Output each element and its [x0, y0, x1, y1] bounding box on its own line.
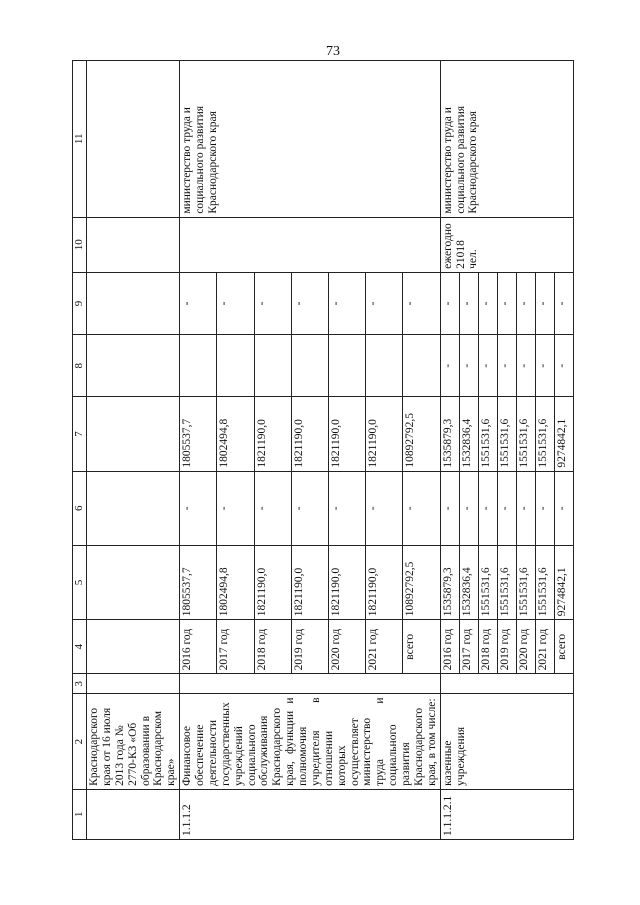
local-cell: -: [497, 335, 516, 397]
total-cell: 1535879,3: [440, 545, 459, 619]
executor-cell: министерство труда и социального развития Краснодарского края: [180, 61, 441, 218]
federal-cell: -: [291, 471, 328, 545]
total-cell: 1551531,6: [535, 545, 554, 619]
result-cell: ежегодно 21018 чел.: [440, 217, 573, 272]
total-cell: 10892792,5: [403, 545, 440, 619]
program-activities-table: [72, 60, 574, 840]
total-cell: 1551531,6: [478, 545, 497, 619]
year-cell: 2019 год: [497, 620, 516, 674]
item-number: 1.1.1.2: [180, 789, 441, 839]
federal-cell: -: [403, 471, 440, 545]
total-cell: 9274842,1: [554, 545, 573, 619]
regional-cell: 1802494,8: [217, 397, 254, 471]
item-name: казенные учреждения: [440, 694, 573, 789]
local-cell: [180, 335, 217, 397]
executor-cell: министерство труда и социального развития Краснодарского края: [440, 61, 573, 218]
local-cell: -: [554, 335, 573, 397]
other-cell: -: [328, 272, 365, 334]
federal-cell: -: [554, 471, 573, 545]
year-cell: 2017 год: [459, 620, 478, 674]
block-1-1-1-2: [180, 61, 441, 840]
year-cell: 2020 год: [328, 620, 365, 674]
other-cell: -: [291, 272, 328, 334]
federal-cell: -: [516, 471, 535, 545]
other-cell: -: [459, 272, 478, 334]
col-header-6: 6: [73, 471, 87, 545]
year-cell: 2018 год: [254, 620, 291, 674]
total-cell: 1551531,6: [516, 545, 535, 619]
total-cell: 1805537,7: [180, 545, 217, 619]
other-cell: -: [516, 272, 535, 334]
regional-cell: 1821190,0: [328, 397, 365, 471]
other-cell: -: [366, 272, 403, 334]
local-cell: [328, 335, 365, 397]
item-number: 1.1.1.2.1: [440, 789, 573, 839]
other-cell: -: [217, 272, 254, 334]
year-cell: 2018 год: [478, 620, 497, 674]
local-cell: -: [535, 335, 554, 397]
total-cell: 1821190,0: [254, 545, 291, 619]
local-cell: [291, 335, 328, 397]
regional-cell: 10892792,5: [403, 397, 440, 471]
table-row: [180, 61, 217, 840]
federal-cell: -: [180, 471, 217, 545]
other-cell: -: [478, 272, 497, 334]
total-cell: 1821190,0: [328, 545, 365, 619]
federal-cell: -: [254, 471, 291, 545]
local-cell: [403, 335, 440, 397]
regional-cell: 1535879,3: [440, 397, 459, 471]
other-cell: -: [440, 272, 459, 334]
total-cell: 1551531,6: [497, 545, 516, 619]
year-cell: всего: [403, 620, 440, 674]
col-header-2: 2: [73, 694, 87, 789]
regional-cell: 1532836,4: [459, 397, 478, 471]
rotated-table-container: [72, 60, 572, 840]
local-cell: [217, 335, 254, 397]
continuation-row: [87, 61, 180, 840]
block-1-1-1-2-1: [440, 61, 573, 840]
other-cell: -: [254, 272, 291, 334]
total-cell: 1802494,8: [217, 545, 254, 619]
year-cell: 2021 год: [535, 620, 554, 674]
local-cell: [254, 335, 291, 397]
col-header-9: 9: [73, 272, 87, 334]
federal-cell: -: [440, 471, 459, 545]
regional-cell: 1821190,0: [254, 397, 291, 471]
regional-cell: 1551531,6: [535, 397, 554, 471]
col-header-1: 1: [73, 789, 87, 839]
other-cell: -: [180, 272, 217, 334]
local-cell: -: [478, 335, 497, 397]
other-cell: -: [403, 272, 440, 334]
year-cell: 2021 год: [366, 620, 403, 674]
col-header-4: 4: [73, 620, 87, 674]
federal-cell: -: [478, 471, 497, 545]
item-name: Финансовое обеспечение деятельности государственных учреждений социального обслуживания Краснодарского края, функции и полномочия учредителя в отношении которых осуществляет министерство труда и социального развития Краснодарского края, в том числе:: [180, 694, 441, 789]
col-header-10: 10: [73, 217, 87, 272]
col-header-11: 11: [73, 61, 87, 218]
local-cell: -: [516, 335, 535, 397]
federal-cell: -: [497, 471, 516, 545]
year-cell: 2020 год: [516, 620, 535, 674]
other-cell: -: [554, 272, 573, 334]
federal-cell: -: [366, 471, 403, 545]
col-header-5: 5: [73, 545, 87, 619]
year-cell: всего: [554, 620, 573, 674]
federal-cell: -: [459, 471, 478, 545]
col-header-7: 7: [73, 397, 87, 471]
result-cell: [180, 217, 441, 272]
total-cell: 1821190,0: [291, 545, 328, 619]
regional-cell: 1821190,0: [291, 397, 328, 471]
regional-cell: 1551531,6: [516, 397, 535, 471]
column-number-row: [73, 61, 87, 840]
federal-cell: -: [328, 471, 365, 545]
continuation-text: Краснодарского края от 16 июля 2013 года № 2770-КЗ «Об образовании в Краснодарском крае»: [87, 694, 180, 789]
local-cell: -: [459, 335, 478, 397]
total-cell: 1821190,0: [366, 545, 403, 619]
regional-cell: 1805537,7: [180, 397, 217, 471]
local-cell: [366, 335, 403, 397]
regional-cell: 9274842,1: [554, 397, 573, 471]
col-header-8: 8: [73, 335, 87, 397]
federal-cell: -: [535, 471, 554, 545]
page-number: 73: [326, 44, 340, 59]
local-cell: -: [440, 335, 459, 397]
year-cell: 2019 год: [291, 620, 328, 674]
other-cell: -: [535, 272, 554, 334]
year-cell: 2017 год: [217, 620, 254, 674]
year-cell: 2016 год: [180, 620, 217, 674]
table-row: [440, 61, 459, 840]
col-header-3: 3: [73, 674, 87, 694]
regional-cell: 1821190,0: [366, 397, 403, 471]
total-cell: 1532836,4: [459, 545, 478, 619]
regional-cell: 1551531,6: [478, 397, 497, 471]
year-cell: 2016 год: [440, 620, 459, 674]
federal-cell: -: [217, 471, 254, 545]
regional-cell: 1551531,6: [497, 397, 516, 471]
other-cell: -: [497, 272, 516, 334]
